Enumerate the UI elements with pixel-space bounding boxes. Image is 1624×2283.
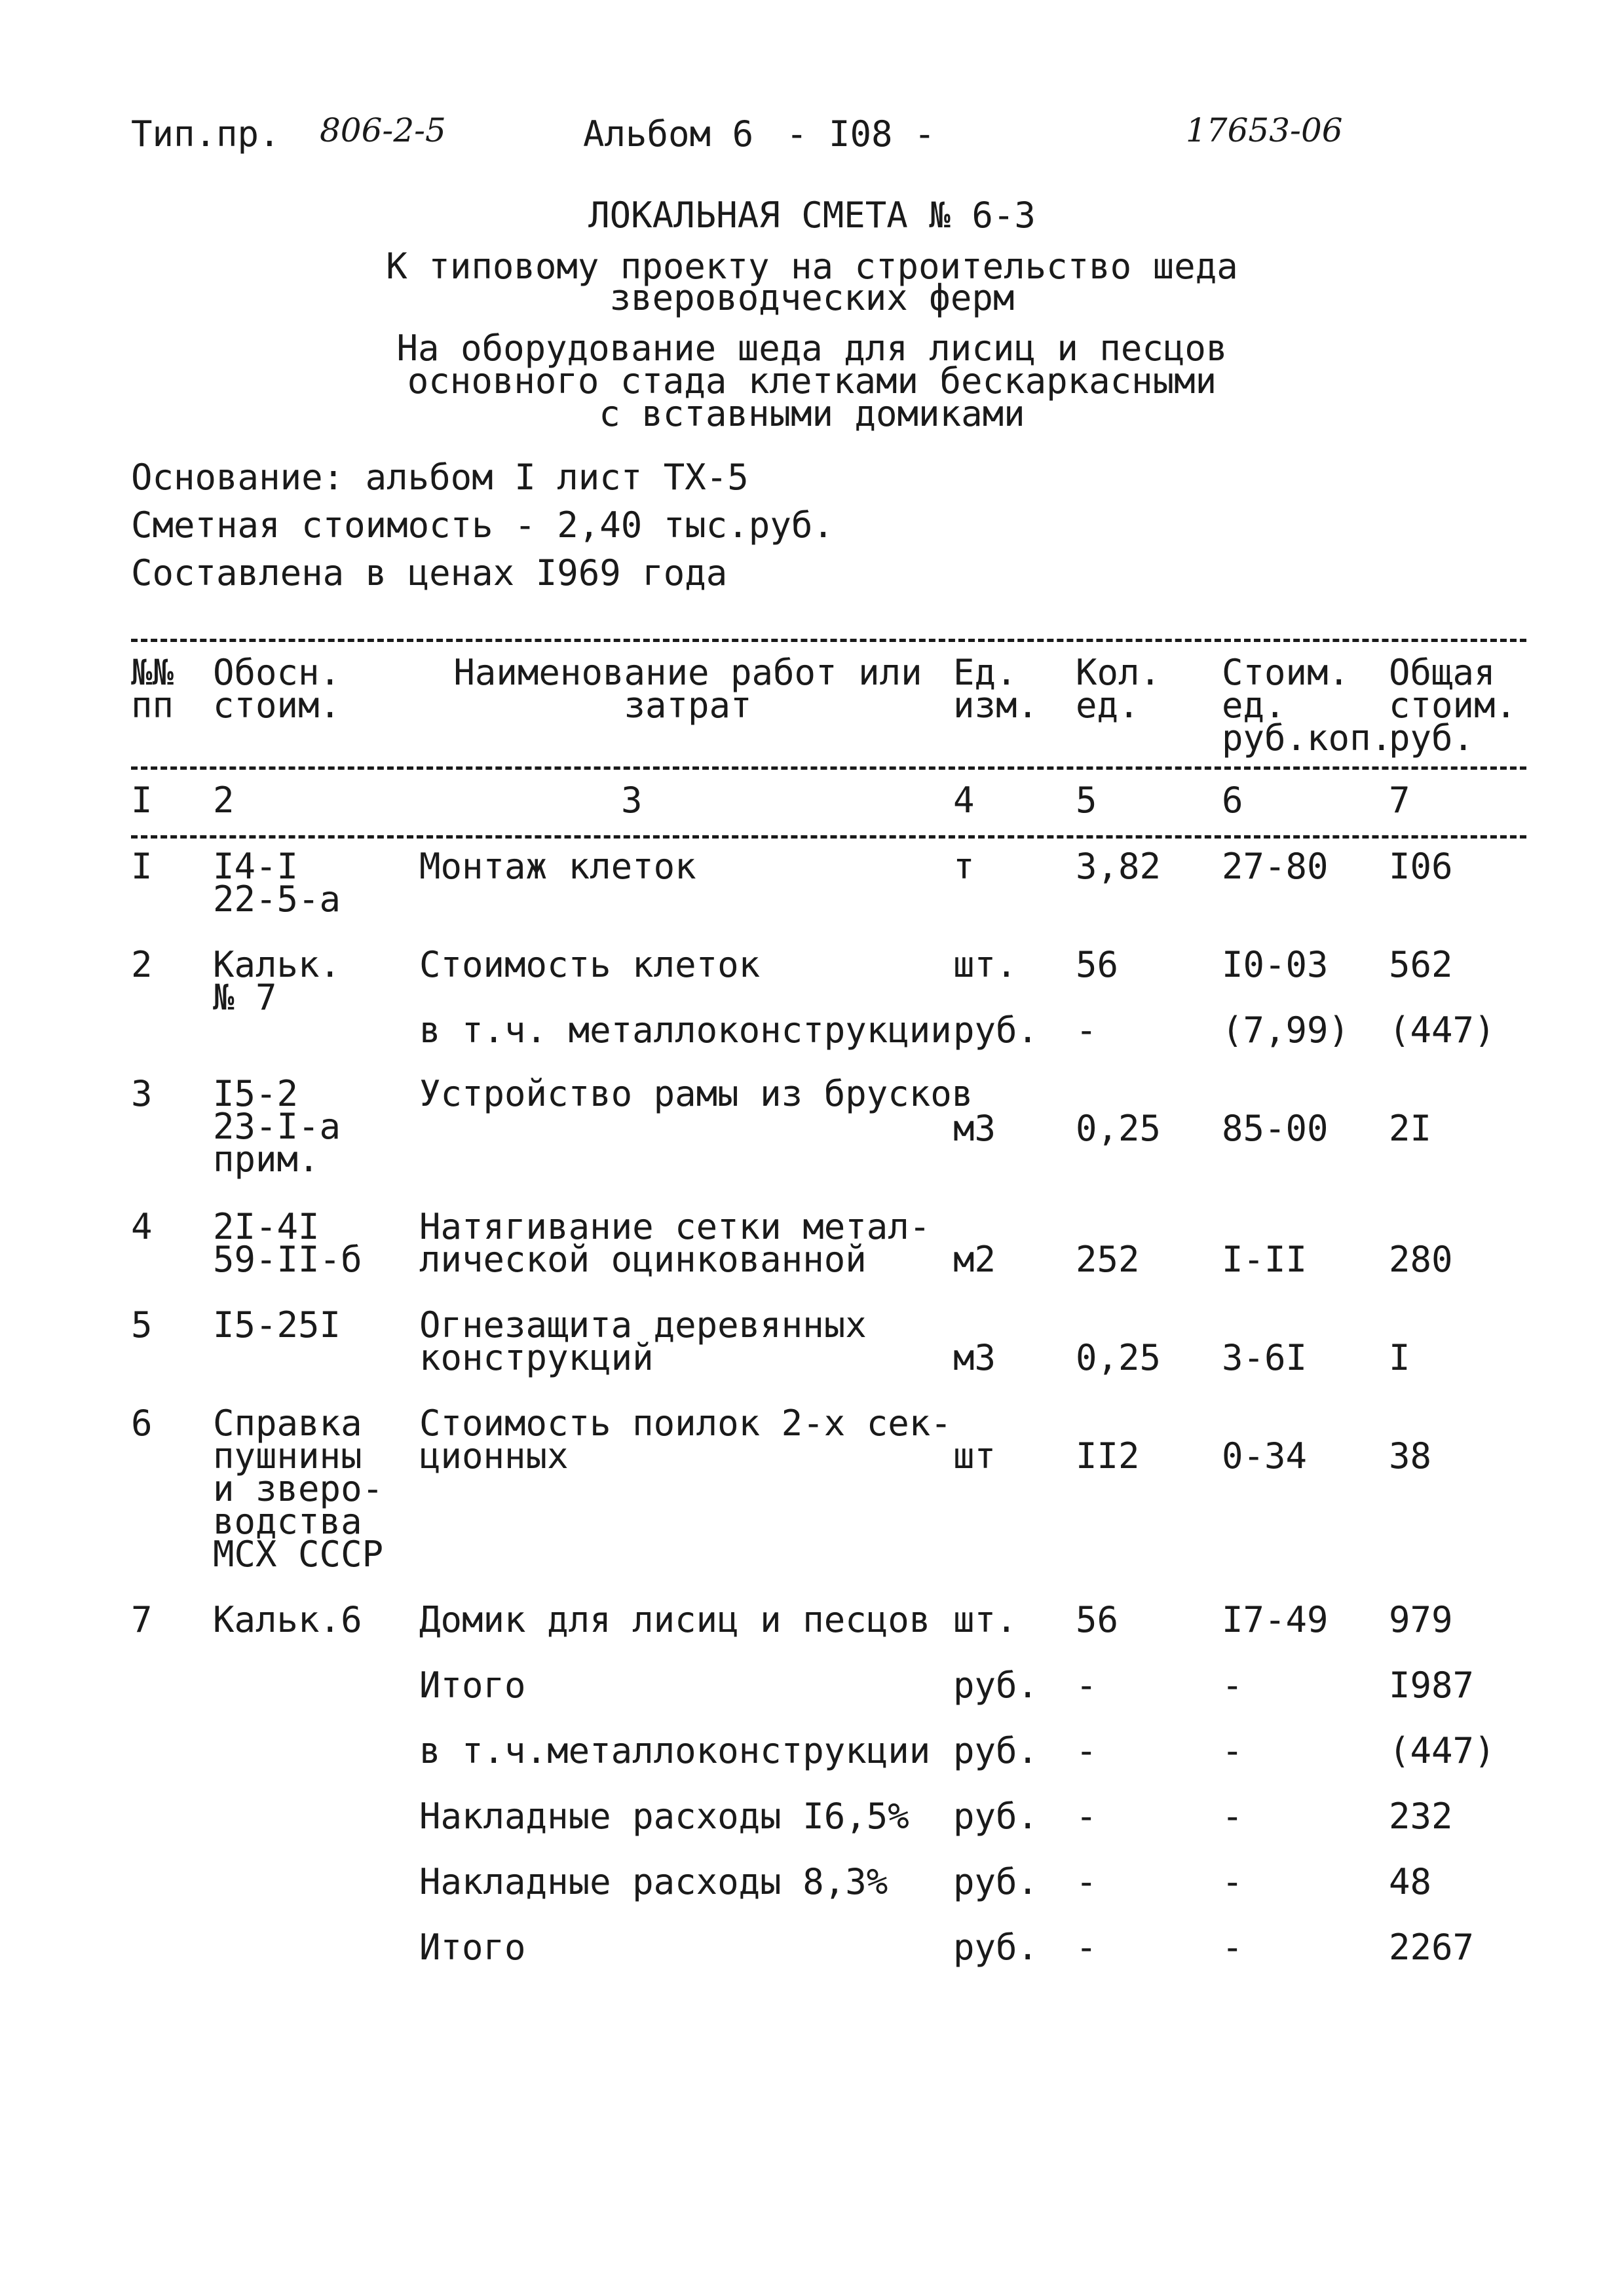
header-unit: Ед. изм.	[953, 652, 1039, 726]
row-unit: руб.	[953, 1927, 1039, 1968]
row-unit-cost: I-II	[1222, 1239, 1308, 1280]
basis-line: Основание: альбом I лист ТХ-5	[131, 457, 749, 498]
row-unit-cost: 85-00	[1222, 1108, 1329, 1149]
row-quantity: 0,25	[1076, 1108, 1161, 1149]
column-number: 4	[953, 780, 975, 821]
row-name: Стоимость клеток	[419, 944, 761, 985]
header-basis: Обосн. стоим.	[213, 652, 341, 726]
row-name: Стоимость поилок 2-х сек- ционных	[419, 1403, 952, 1477]
table-rule-top	[131, 639, 1526, 642]
column-number: 6	[1222, 780, 1243, 821]
row-quantity: -	[1076, 1009, 1097, 1051]
row-name: Итого	[419, 1665, 526, 1706]
row-quantity: II2	[1076, 1435, 1140, 1477]
row-total: 38	[1389, 1435, 1432, 1477]
row-name: в т.ч.металлоконструкции	[419, 1730, 931, 1771]
subtitle-line-3: На оборудование шеда для лисиц и песцов	[396, 328, 1228, 369]
row-total: I	[1389, 1337, 1410, 1378]
row-quantity: -	[1076, 1665, 1097, 1706]
row-basis: Кальк. № 7	[213, 944, 341, 1018]
row-number: 2	[131, 944, 153, 985]
row-unit-cost: -	[1222, 1796, 1243, 1837]
row-unit: м2	[953, 1239, 996, 1280]
row-total: 562	[1389, 944, 1453, 985]
row-unit: м3	[953, 1108, 996, 1149]
row-unit-cost: 0-34	[1222, 1435, 1308, 1477]
row-basis: Справка пушнины и зверо- водства МСХ СССР	[213, 1403, 384, 1575]
row-total: 2267	[1389, 1927, 1475, 1968]
row-name: Итого	[419, 1927, 526, 1968]
row-unit: руб.	[953, 1861, 1039, 1902]
album-label: Альбом 6	[583, 113, 754, 155]
column-number: 2	[213, 780, 235, 821]
column-number: I	[131, 780, 153, 821]
row-unit-cost: (7,99)	[1222, 1009, 1350, 1051]
doc-number-handwritten: 17653-06	[1186, 111, 1343, 149]
row-number: I	[131, 846, 153, 887]
row-total: 232	[1389, 1796, 1453, 1837]
document-title: ЛОКАЛЬНАЯ СМЕТА № 6-3	[588, 195, 1036, 236]
row-name: Огнезащита деревянных конструкций	[419, 1304, 867, 1378]
row-quantity: 252	[1076, 1239, 1140, 1280]
row-number: 5	[131, 1304, 153, 1346]
row-quantity: 56	[1076, 1599, 1119, 1640]
row-name: Накладные расходы 8,3%	[419, 1861, 888, 1902]
type-code-handwritten: 806-2-5	[320, 111, 446, 149]
header-total: Общая стоим. руб.	[1389, 652, 1517, 759]
row-basis: Кальк.6	[213, 1599, 362, 1640]
row-unit-cost: 3-6I	[1222, 1337, 1308, 1378]
row-quantity: 0,25	[1076, 1337, 1161, 1378]
row-unit: шт	[953, 1435, 996, 1477]
subtitle-line-1: К типовому проекту на строительство шеда	[386, 246, 1238, 287]
row-total: 48	[1389, 1861, 1432, 1902]
row-unit-cost: 27-80	[1222, 846, 1329, 887]
row-unit: шт.	[953, 1599, 1017, 1640]
page-number: - I08 -	[786, 113, 935, 155]
subtitle-line-2: звероводческих ферм	[609, 277, 1015, 318]
header-number: №№ пп	[131, 652, 174, 726]
row-number: 4	[131, 1206, 153, 1247]
row-unit-cost: -	[1222, 1730, 1243, 1771]
row-total: 979	[1389, 1599, 1453, 1640]
header-quantity: Кол. ед.	[1076, 652, 1161, 726]
header-name: Наименование работ или затрат	[453, 652, 922, 726]
column-number: 3	[621, 780, 643, 821]
row-total: (447)	[1389, 1730, 1496, 1771]
row-total: I06	[1389, 846, 1453, 887]
row-unit: руб.	[953, 1665, 1039, 1706]
estimated-cost-line: Сметная стоимость - 2,40 тыс.руб.	[131, 504, 834, 546]
row-unit: т	[953, 846, 975, 887]
row-total: 2I	[1389, 1108, 1432, 1149]
row-total: 280	[1389, 1239, 1453, 1280]
row-unit: шт.	[953, 944, 1017, 985]
row-number: 3	[131, 1073, 153, 1114]
row-unit: руб.	[953, 1009, 1039, 1051]
row-unit: руб.	[953, 1730, 1039, 1771]
row-number: 7	[131, 1599, 153, 1640]
header-unit-cost: Стоим. ед. руб.коп.	[1222, 652, 1393, 759]
row-quantity: 3,82	[1076, 846, 1161, 887]
prices-line: Составлена в ценах I969 года	[131, 552, 728, 594]
row-name: Устройство рамы из брусков	[419, 1073, 973, 1114]
row-quantity: -	[1076, 1730, 1097, 1771]
row-unit-cost: I7-49	[1222, 1599, 1329, 1640]
row-unit-cost: -	[1222, 1927, 1243, 1968]
column-number: 7	[1389, 780, 1410, 821]
row-quantity: -	[1076, 1861, 1097, 1902]
row-name: в т.ч. металлоконструкции	[419, 1009, 952, 1051]
row-name: Накладные расходы I6,5%	[419, 1796, 909, 1837]
subtitle-line-5: с вставными домиками	[599, 393, 1025, 434]
row-name: Домик для лисиц и песцов	[419, 1599, 931, 1640]
row-unit: м3	[953, 1337, 996, 1378]
row-basis: 2I-4I 59-II-б	[213, 1206, 362, 1280]
table-rule-header	[131, 766, 1526, 770]
table-rule-columns	[131, 835, 1526, 839]
row-unit-cost: -	[1222, 1861, 1243, 1902]
row-unit-cost: I0-03	[1222, 944, 1329, 985]
row-quantity: 56	[1076, 944, 1119, 985]
row-number: 6	[131, 1403, 153, 1444]
row-name: Монтаж клеток	[419, 846, 696, 887]
subtitle-line-4: основного стада клетками бескаркасными	[407, 360, 1217, 402]
row-basis: I5-25I	[213, 1304, 341, 1346]
row-name: Натягивание сетки метал- лической оцинкованной	[419, 1206, 931, 1280]
row-basis: I5-2 23-I-а прим.	[213, 1073, 341, 1180]
row-unit: руб.	[953, 1796, 1039, 1837]
row-total: (447)	[1389, 1009, 1496, 1051]
row-total: I987	[1389, 1665, 1475, 1706]
type-label: Тип.пр.	[131, 113, 280, 155]
column-number: 5	[1076, 780, 1097, 821]
row-basis: I4-I 22-5-а	[213, 846, 341, 920]
row-quantity: -	[1076, 1796, 1097, 1837]
row-quantity: -	[1076, 1927, 1097, 1968]
row-unit-cost: -	[1222, 1665, 1243, 1706]
